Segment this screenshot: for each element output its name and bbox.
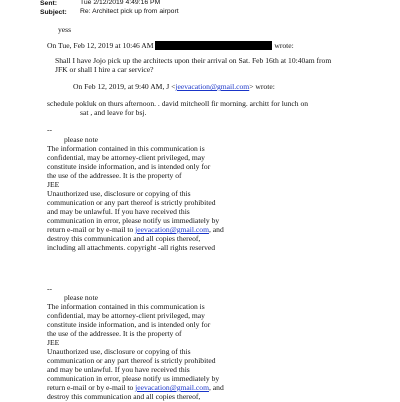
signature-line-5: JEE: [47, 180, 60, 189]
signature2-line-6: Unauthorized use, disclosure or copying of this: [47, 347, 191, 356]
signature-line-2: confidential, may be attorney-client privileged, may: [47, 153, 205, 162]
signature-note-title: please note: [64, 135, 98, 144]
quote2-text-line1: schedule pokluk on thurs afternoon. . david mitcheoll fir morning. architt for lunch on: [47, 99, 309, 108]
signature-line-6: Unauthorized use, disclosure or copying of this: [47, 189, 191, 198]
signature-return-after: , and: [208, 225, 224, 234]
signature-line-1: The information contained in this communication is: [47, 144, 205, 153]
signature-attachments-line: including all attachments. copyright -all rights reserved: [47, 243, 216, 252]
subject-label: Subject:: [40, 9, 67, 16]
signature2-line-5: JEE: [47, 338, 60, 347]
subject-value: Re: Architect pick up from airport: [80, 8, 179, 15]
sent-value: Tue 2/12/2019 4:49:16 PM: [80, 0, 161, 6]
signature2-email-link[interactable]: jeevacation@gmail.com: [135, 383, 209, 392]
signature-email-link[interactable]: jeevacation@gmail.com: [135, 225, 209, 234]
signature2-line-8: and may be unlawful. If you have received this: [47, 365, 190, 374]
signature2-return-before: return e-mail or by e-mail to: [47, 383, 136, 392]
signature2-note-title: please note: [64, 293, 98, 302]
signature-line-9: communication in error, please notify us immediately by: [47, 216, 220, 225]
signature2-line-4: the use of the addressee. It is the property of: [47, 329, 182, 338]
signature-line-8: and may be unlawful. If you have received this: [47, 207, 190, 216]
quote1-text-line1: Shall I have Jojo pick up the architects upon their arrival on Sat. Feb 16th at 10:40am from: [55, 56, 332, 65]
quote1-text-line2: JFK or shall I hire a car service?: [55, 65, 154, 74]
signature-return-before: return e-mail or by e-mail to: [47, 225, 136, 234]
quote1-intro-before: On Tue, Feb 12, 2019 at 10:46 AM: [47, 41, 154, 50]
quote2-intro-after: > wrote:: [249, 82, 275, 91]
signature2-dashes: --: [47, 284, 53, 293]
sent-label: Sent:: [40, 0, 57, 7]
subject-row: [40, 8, 179, 18]
quote1-intro-after: wrote:: [274, 41, 294, 50]
signature2-return-after: , and: [208, 383, 224, 392]
signature2-destroy-line: destroy this communication and all copies thereof,: [47, 392, 201, 401]
signature2-line-1: The information contained in this communication is: [47, 302, 205, 311]
redaction-bar: [155, 41, 272, 50]
quote2-intro-before: On Feb 12, 2019, at 9:40 AM, J <: [73, 82, 176, 91]
signature2-line-9: communication in error, please notify us immediately by: [47, 374, 220, 383]
signature-destroy-line: destroy this communication and all copies thereof,: [47, 234, 201, 243]
signature-dashes: --: [47, 125, 53, 134]
reply-text: yess: [58, 25, 72, 34]
signature2-line-2: confidential, may be attorney-client privileged, may: [47, 311, 205, 320]
signature-line-4: the use of the addressee. It is the property of: [47, 171, 182, 180]
signature2-line-3: constitute inside information, and is intended only for: [47, 320, 211, 329]
quote1-intro: [47, 41, 294, 51]
signature-line-3: constitute inside information, and is intended only for: [47, 162, 211, 171]
quote2-intro: [73, 83, 275, 92]
signature-line-7: communication or any part thereof is strictly prohibited: [47, 198, 216, 207]
quote2-email-link[interactable]: jeevacation@gmail.com: [175, 82, 250, 91]
signature2-line-7: communication or any part thereof is strictly prohibited: [47, 356, 216, 365]
quote2-text-line2: sat , and leave for bsj.: [80, 108, 147, 117]
